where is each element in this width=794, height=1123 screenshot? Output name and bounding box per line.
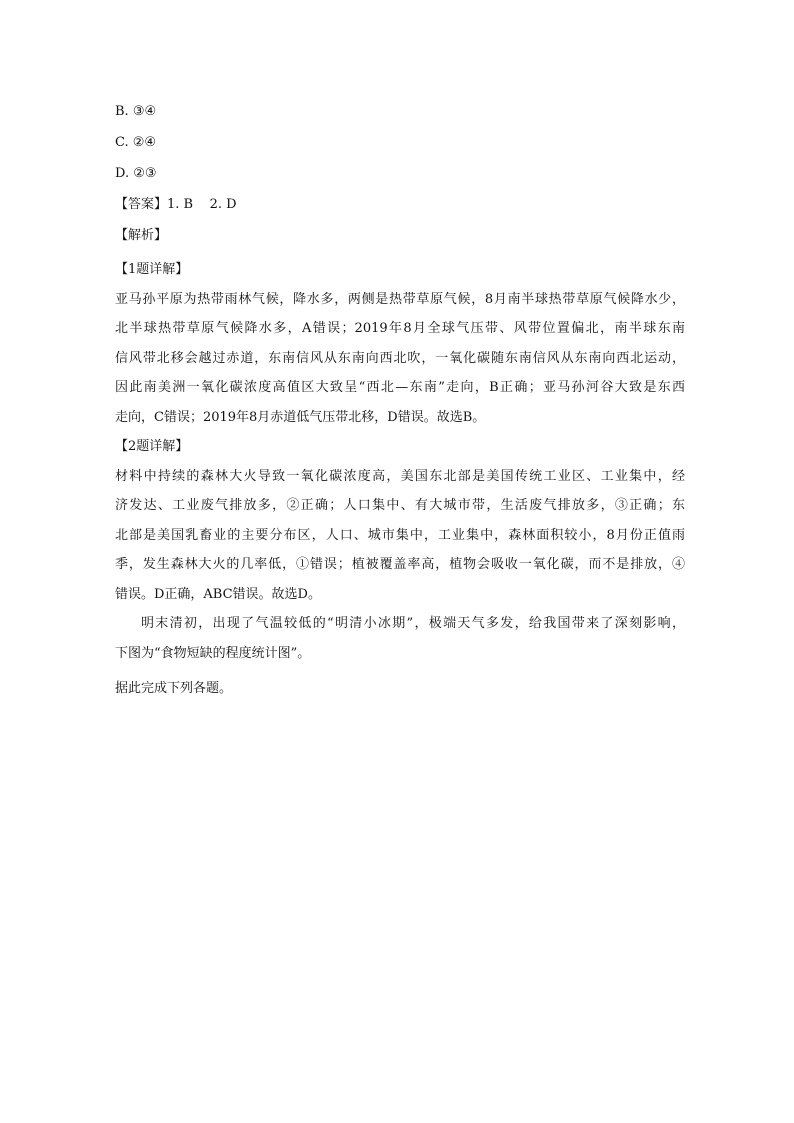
q2-line-2: 济发达、工业废气排放多，②正确；人口集中、有大城市带，生活废气排放多，③正确；东	[115, 498, 685, 513]
answer-line	[115, 193, 685, 224]
q2-label: 【2题详解】	[115, 439, 189, 454]
instruction-text: 据此完成下列各题。	[115, 681, 233, 696]
material-line-2: 下图为“食物短缺的程度统计图”。	[115, 645, 311, 661]
option-b: B. ③④	[115, 104, 157, 119]
q1-line-5: 走向，C错误；2019年8月赤道低气压带北移，D错误。故选B。	[115, 409, 486, 425]
option-c: C. ②④	[115, 135, 157, 150]
q2-line-3: 北部是美国乳畜业的主要分布区，人口、城市集中，工业集中，森林面积较小，8月份正值雨	[115, 527, 685, 543]
q1-line-3: 信风带北移会越过赤道，东南信风从东南向西北吹，一氧化碳随东南信风从东南向西北运动，	[115, 350, 685, 366]
material-line-1: 明末清初，出现了气温较低的“明清小冰期”，极端天气多发，给我国带来了深刻影响，	[141, 616, 685, 631]
q1-line-2: 北半球热带草原气候降水多，A错误；2019年8月全球气压带、风带位置偏北，南半球东南	[115, 321, 685, 336]
q2-line-1: 材料中持续的森林大火导致一氧化碳浓度高，美国东北部是美国传统工业区、工业集中，经	[115, 468, 685, 484]
option-d: D. ②③	[115, 166, 157, 181]
material-paragraph	[115, 609, 685, 668]
q1-explanation	[115, 285, 685, 433]
q1-section	[115, 255, 685, 432]
answer-label: 【答案】	[115, 197, 168, 212]
q1-line-4: 因此南美洲一氧化碳浓度高值区大致呈“西北—东南”走向，B正确；亚马孙河谷大致是东西	[115, 380, 685, 395]
q1-line-1: 亚马孙平原为热带雨林气候，降水多，两侧是热带草原气候，8月南半球热带草原气候降水少，	[115, 291, 685, 307]
q2-explanation	[115, 462, 685, 610]
answer-text: 1. B 2. D	[167, 197, 237, 212]
q2-section	[115, 432, 685, 609]
document-page	[115, 100, 685, 704]
q2-line-5: 错误。D正确，ABC错误。故选D。	[115, 586, 321, 602]
analysis-label: 【解析】	[115, 228, 168, 243]
q1-label: 【1题详解】	[115, 262, 189, 277]
q2-line-4: 季，发生森林大火的几率低，①错误；植被覆盖率高，植物会吸收一氧化碳，而不是排放，④	[115, 557, 685, 572]
